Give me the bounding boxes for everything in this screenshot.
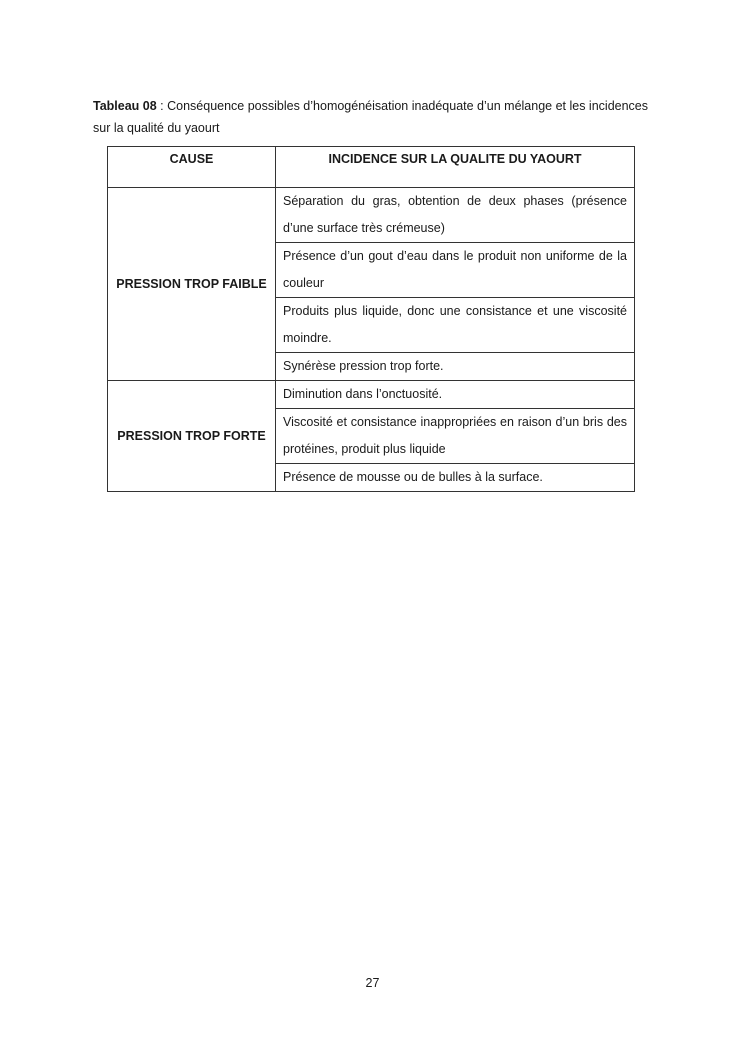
incidence-cell: Diminution dans l’onctuosité. bbox=[276, 381, 635, 409]
table-row bbox=[108, 188, 635, 243]
incidence-cell: Présence de mousse ou de bulles à la surface. bbox=[276, 464, 635, 492]
consequences-table bbox=[107, 146, 635, 492]
table-header-row bbox=[108, 147, 635, 188]
cause-cell: PRESSION TROP FAIBLE bbox=[108, 188, 276, 381]
incidence-cell: Viscosité et consistance inappropriées en raison d’un bris des protéines, produit plus liquide bbox=[276, 409, 635, 464]
incidence-cell: Présence d’un gout d’eau dans le produit non uniforme de la couleur bbox=[276, 243, 635, 298]
header-incidence: INCIDENCE SUR LA QUALITE DU YAOURT bbox=[276, 147, 635, 188]
header-cause: CAUSE bbox=[108, 147, 276, 188]
caption-label: Tableau 08 bbox=[93, 99, 157, 113]
table-row bbox=[108, 381, 635, 409]
incidence-cell: Synérèse pression trop forte. bbox=[276, 353, 635, 381]
incidence-cell: Séparation du gras, obtention de deux phases (présence d’une surface très crémeuse) bbox=[276, 188, 635, 243]
table-caption bbox=[93, 95, 653, 139]
page-number: 27 bbox=[365, 976, 380, 990]
cause-cell: PRESSION TROP FORTE bbox=[108, 381, 276, 492]
incidence-cell: Produits plus liquide, donc une consistance et une viscosité moindre. bbox=[276, 298, 635, 353]
caption-text: : Conséquence possibles d’homogénéisation inadéquate d’un mélange et les incidences sur la qualité du yaourt bbox=[93, 99, 648, 135]
